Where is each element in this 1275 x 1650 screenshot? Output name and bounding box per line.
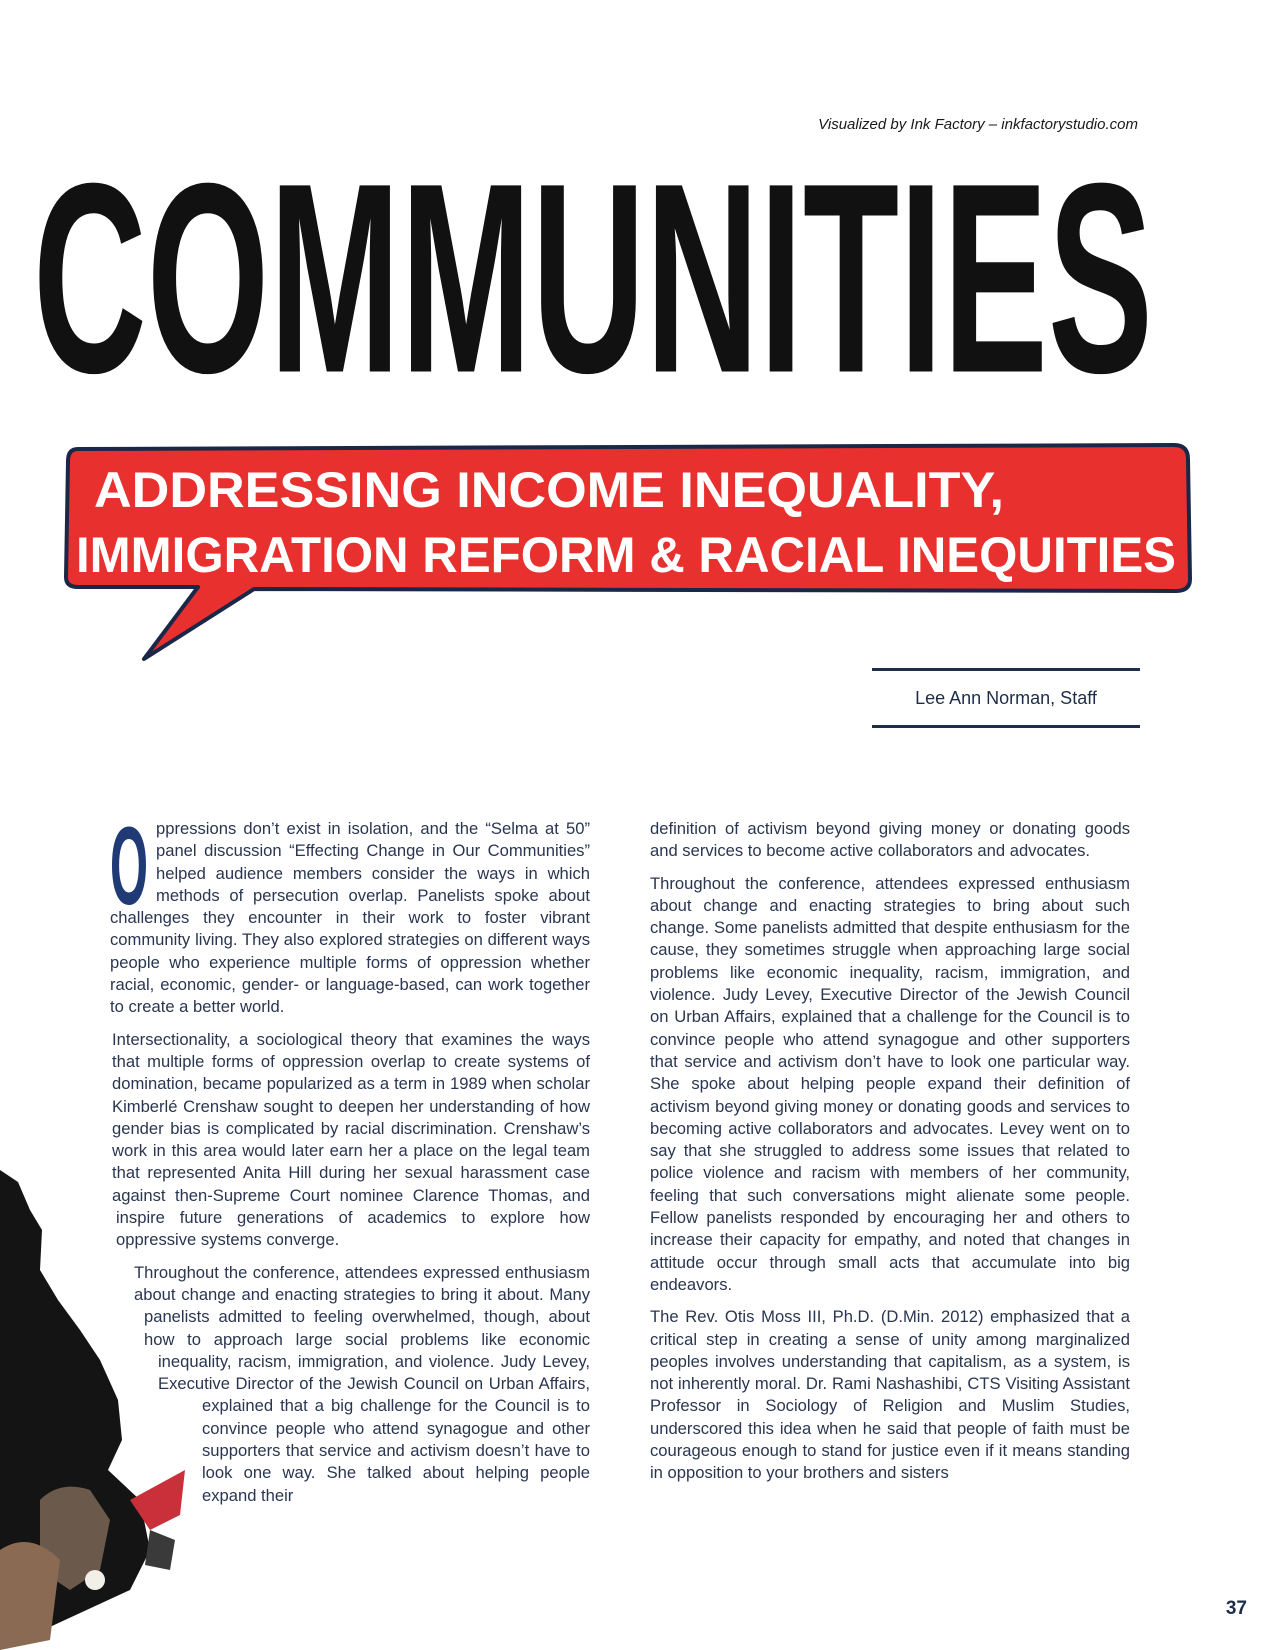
article-paragraph: Throughout the conference, attendees expressed enthusiasm about change and enacting strategies to bring it about. Many panelists admitted to feeling overwhelmed, though, about how to approach large social problems like economic inequality, racism, immigration, and violence. Judy Levey, Executive Director of the Jewish Council on Urban Affairs, explained that a big challenge for the Council is to convince people who attend synagogue and other supporters that service and activism doesn’t have to look one way. She talked about helping people expand their xyxy=(134,1262,590,1505)
article-paragraph: O ppressions don’t exist in isolation, and the “Selma at 50” panel discussion “Effecting Change in Our Communities” helped audience members consider the ways in which methods of persecution overlap. Panelists spoke about challenges they encounter in their work to foster vibrant community living. They also explored strategies on different ways people who experience multiple forms of oppression whether racial, economic, gender- or language-based, can work together to create a better world. xyxy=(110,805,590,1017)
illustration-credit: Visualized by Ink Factory – inkfactorystudio.com xyxy=(818,116,1138,133)
subtitle-line-1: ADDRESSING INCOME INEQUALITY, xyxy=(94,462,1004,518)
byline-rule xyxy=(872,668,1140,728)
article-paragraph: The Rev. Otis Moss III, Ph.D. (D.Min. 2012) emphasized that a critical step in creating a sense of unity among marginalized peoples involves understanding that capitalism, as a system, is not inherently moral. Dr. Rami Nashashibi, CTS Visiting Assistant Professor in Sociology of Religion and Muslim Studies, underscored this idea when he said that people of faith must be courageous enough to stand for justice even if it means standing in opposition to your brothers and sisters xyxy=(650,1307,1130,1483)
article-paragraph: definition of activism beyond giving money or donating goods and services to become active collaborators and advocates. xyxy=(650,819,1130,861)
byline: Lee Ann Norman, Staff xyxy=(915,687,1097,708)
page-title xyxy=(28,126,1158,429)
article-column-left xyxy=(110,805,590,1519)
svg-text:O: O xyxy=(110,805,148,928)
subtitle-line-2: IMMIGRATION REFORM & RACIAL INEQUITIES xyxy=(76,527,1176,583)
page-title-text: COMMUNITIES xyxy=(33,126,1154,429)
article-column-right xyxy=(650,818,1130,1495)
article-paragraph: Throughout the conference, attendees expressed enthusiasm about change and enacting strategies to bring about such change. Some panelists admitted that despite enthusiasm for the cause, they sometimes struggle when approaching large social problems like economic inequality, racism, immigration, and violence. Judy Levey, Executive Director of the Jewish Council on Urban Affairs, explained that a challenge for the Council is to convince people who attend synagogue and other supporters that service and activism don’t have to look one particular way. She spoke about helping people expand their definition of activism beyond giving money or donating goods and services to becoming active collaborators and advocates. Levey went on to say that she struggled to address some issues that related to police violence and racism with members of her community, feeling that such conversations might alienate some people. Fellow panelists responded by encouraging her and others to increase their capacity for empathy, and noted that changes in attitude occur through small acts that accumulate into big endeavors. xyxy=(650,873,1130,1294)
drop-cap xyxy=(110,805,148,928)
article-paragraph: Intersectionality, a sociological theory that examines the ways that multiple forms of oppression overlap to create systems of domination, became popularized as a term in 1989 when scholar Kimberlé Crenshaw sought to deepen her understanding of how gender bias is complicated by racial discrimination. Crenshaw’s work in this area would later earn her a place on the legal team that represented Anita Hill during her sexual harassment case against then-Supreme Court nominee Clarence Thomas, and inspire future generations of academics to explore how oppressive systems converge. xyxy=(112,1029,590,1250)
page-number: 37 xyxy=(1225,1598,1247,1619)
subtitle-speech-bubble xyxy=(58,437,1200,673)
